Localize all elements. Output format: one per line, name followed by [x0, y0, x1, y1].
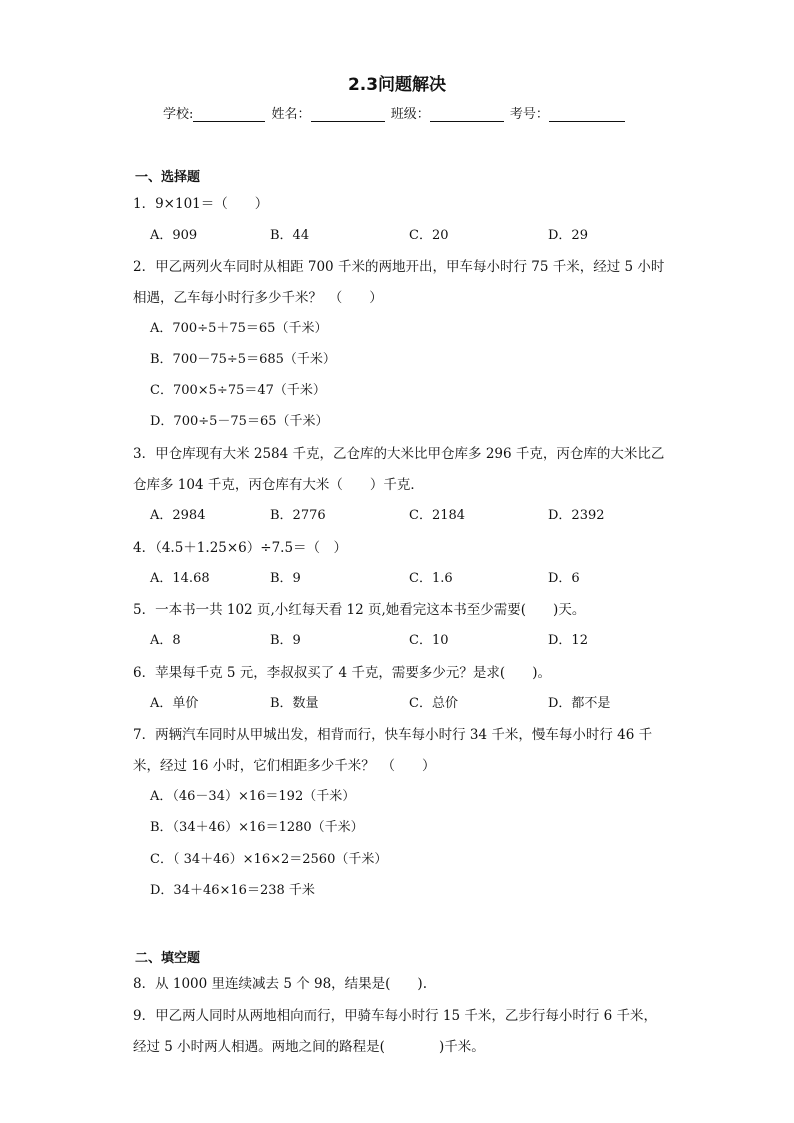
name-label: 姓名： — [271, 107, 311, 122]
question-stem: 1．9×101＝（ ） — [133, 196, 269, 212]
question-stem: 9．甲乙两人同时从两地相向而行，甲骑车每小时行 15 千米，乙步行每小时行 6 千米， — [133, 1008, 658, 1024]
option-c[interactable]: C．10 — [409, 633, 449, 648]
question-stem: 4．（4.5＋1.25×6）÷7.5＝（ ） — [133, 540, 348, 556]
option-b[interactable]: B．44 — [270, 228, 310, 243]
option-b[interactable]: B．数量 — [270, 696, 319, 711]
section-heading-fill-blank: 二、填空题 — [135, 951, 201, 966]
option-b[interactable]: B．（34＋46）×16＝1280（千米） — [150, 820, 364, 835]
option-b[interactable]: B．700－75÷5＝685（千米） — [150, 352, 336, 367]
option-a[interactable]: A．2984 — [150, 508, 206, 523]
option-a[interactable]: A．（46－34）×16＝192（千米） — [150, 789, 356, 804]
option-c[interactable]: C．（ 34＋46）×16×2＝2560（千米） — [150, 852, 388, 867]
option-d[interactable]: D．34＋46×16＝238 千米 — [150, 883, 315, 898]
option-b[interactable]: B．9 — [270, 633, 301, 648]
question-stem-continued: 仓库多 104 千克，丙仓库有大米（ ）千克． — [133, 477, 424, 493]
option-a[interactable]: A．8 — [150, 633, 181, 648]
school-blank[interactable] — [193, 108, 265, 122]
option-d[interactable]: D．29 — [548, 228, 588, 243]
option-b[interactable]: B．2776 — [270, 508, 326, 523]
option-c[interactable]: C．1.6 — [409, 571, 453, 586]
question-stem: 8．从 1000 里连续减去 5 个 98，结果是( ). — [133, 976, 427, 992]
school-label: 学校: — [163, 107, 194, 122]
question-stem-continued: 相遇，乙车每小时行多少千米？ （ ） — [133, 290, 383, 306]
option-c[interactable]: C．700×5÷75＝47（千米） — [150, 383, 326, 398]
question-stem: 7．两辆汽车同时从甲城出发，相背而行，快车每小时行 34 千米，慢车每小时行 46 千 — [133, 727, 653, 743]
option-a[interactable]: A．单价 — [150, 696, 199, 711]
option-a[interactable]: A．14.68 — [150, 571, 210, 586]
option-c[interactable]: C．总价 — [409, 696, 458, 711]
option-d[interactable]: D．12 — [548, 633, 588, 648]
question-stem: 2．甲乙两列火车同时从相距 700 千米的两地开出，甲车每小时行 75 千米，经过 5 小时 — [133, 259, 665, 275]
student-info-line — [163, 103, 627, 122]
option-d[interactable]: D．6 — [548, 571, 580, 586]
option-a[interactable]: A．700÷5＋75＝65（千米） — [150, 321, 328, 336]
class-blank[interactable] — [430, 108, 504, 122]
question-stem-continued: 经过 5 小时两人相遇。两地之间的路程是( )千米。 — [133, 1039, 485, 1055]
exam-number-blank[interactable] — [549, 108, 625, 122]
question-stem-continued: 米，经过 16 小时，它们相距多少千米？ （ ） — [133, 758, 436, 774]
class-label: 班级： — [390, 107, 430, 122]
option-d[interactable]: D．700÷5－75＝65（千米） — [150, 414, 329, 429]
exam-number-label: 考号： — [509, 107, 549, 122]
option-a[interactable]: A．909 — [150, 228, 198, 243]
section-heading-choice: 一、选择题 — [135, 170, 201, 185]
question-stem: 5．一本书一共 102 页,小红每天看 12 页,她看完这本书至少需要( )天。 — [133, 602, 586, 618]
option-b[interactable]: B．9 — [270, 571, 301, 586]
question-stem: 3．甲仓库现有大米 2584 千克，乙仓库的大米比甲仓库多 296 千克，丙仓库的大米比乙 — [133, 446, 665, 462]
option-c[interactable]: C．20 — [409, 228, 449, 243]
option-c[interactable]: C．2184 — [409, 508, 466, 523]
option-d[interactable]: D．都不是 — [548, 696, 611, 711]
name-blank[interactable] — [311, 108, 385, 122]
option-d[interactable]: D．2392 — [548, 508, 605, 523]
page-title: 2.3问题解决 — [347, 75, 447, 95]
question-stem: 6．苹果每千克 5 元，李叔叔买了 4 千克，需要多少元？是求( )。 — [133, 665, 551, 681]
